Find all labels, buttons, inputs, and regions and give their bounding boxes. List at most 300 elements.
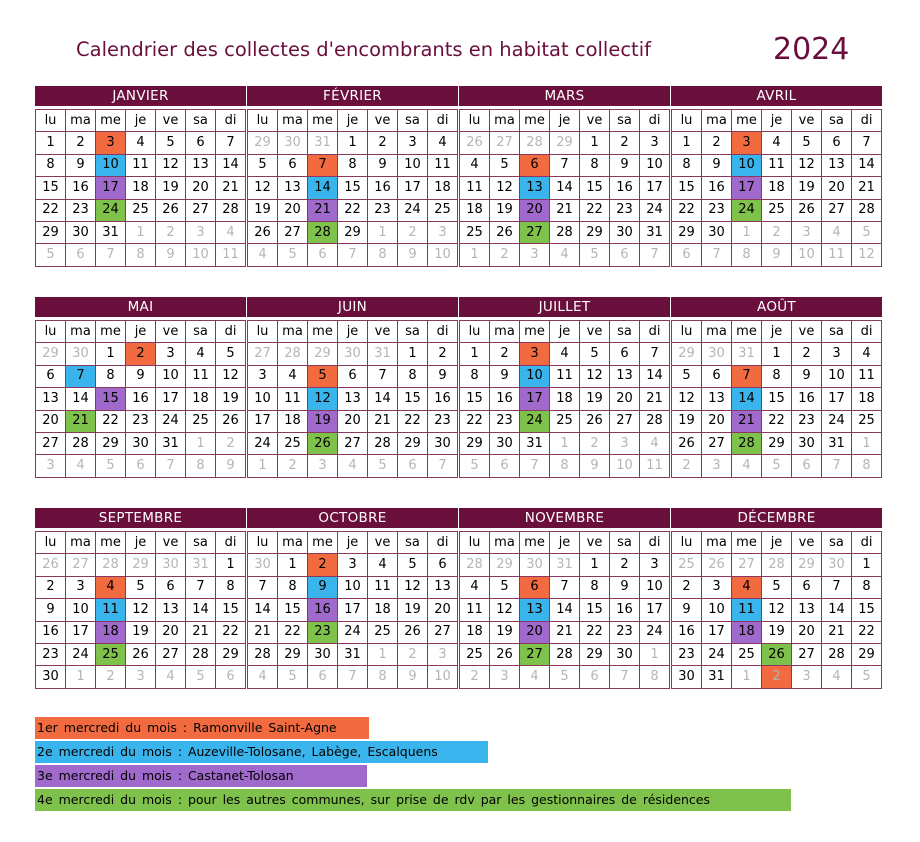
month-calendar	[247, 508, 458, 689]
day-cell: 9	[792, 365, 822, 387]
day-cell: 4	[822, 666, 852, 688]
day-cell: 5	[248, 154, 278, 176]
collection-day: 10	[96, 154, 126, 176]
month-calendar	[671, 297, 882, 478]
weekday-header: di	[640, 532, 670, 554]
day-cell: 23	[368, 199, 398, 221]
weekday-header: ma	[278, 321, 308, 343]
weekday-header: ve	[368, 532, 398, 554]
day-cell: 4	[248, 666, 278, 688]
day-cell: 3	[398, 132, 428, 154]
day-cell: 9	[762, 244, 792, 266]
day-cell: 21	[852, 177, 882, 199]
day-cell: 28	[822, 643, 852, 665]
day-cell: 22	[460, 410, 490, 432]
weekday-header: di	[216, 110, 246, 132]
collection-day: 3	[732, 132, 762, 154]
day-cell: 10	[640, 576, 670, 598]
day-cell: 4	[762, 132, 792, 154]
day-cell: 30	[428, 432, 458, 454]
day-cell: 30	[702, 343, 732, 365]
day-cell: 3	[702, 455, 732, 477]
day-cell: 4	[550, 343, 580, 365]
day-cell: 12	[156, 154, 186, 176]
day-cell: 9	[702, 154, 732, 176]
collection-day: 20	[520, 621, 550, 643]
day-cell: 12	[762, 599, 792, 621]
day-cell: 10	[186, 244, 216, 266]
day-cell: 11	[550, 365, 580, 387]
weekday-header: di	[640, 321, 670, 343]
day-cell: 4	[66, 455, 96, 477]
collection-day: 27	[520, 643, 550, 665]
month-name: MAI	[35, 297, 246, 317]
day-cell: 29	[852, 643, 882, 665]
day-cell: 31	[308, 132, 338, 154]
day-cell: 2	[762, 221, 792, 243]
month-name: NOVEMBRE	[459, 508, 670, 528]
day-cell: 6	[792, 455, 822, 477]
day-cell: 7	[248, 576, 278, 598]
day-cell: 16	[66, 177, 96, 199]
day-cell: 25	[762, 199, 792, 221]
month-name: OCTOBRE	[247, 508, 458, 528]
day-cell: 3	[126, 666, 156, 688]
day-cell: 2	[792, 343, 822, 365]
day-cell: 27	[732, 554, 762, 576]
day-cell: 5	[490, 576, 520, 598]
day-cell: 18	[460, 199, 490, 221]
weekday-header: je	[762, 532, 792, 554]
day-cell: 7	[338, 666, 368, 688]
day-cell: 11	[428, 154, 458, 176]
day-cell: 13	[278, 177, 308, 199]
day-cell: 1	[186, 432, 216, 454]
day-cell: 25	[460, 643, 490, 665]
day-cell: 31	[550, 554, 580, 576]
day-cell: 3	[490, 666, 520, 688]
day-cell: 31	[702, 666, 732, 688]
day-cell: 15	[580, 599, 610, 621]
weekday-header: ve	[580, 110, 610, 132]
day-cell: 20	[278, 199, 308, 221]
collection-day: 13	[520, 177, 550, 199]
day-cell: 13	[36, 388, 66, 410]
day-cell: 14	[550, 177, 580, 199]
day-cell: 29	[550, 132, 580, 154]
day-cell: 9	[610, 576, 640, 598]
collection-day: 6	[520, 154, 550, 176]
collection-day: 24	[732, 199, 762, 221]
collection-day: 2	[126, 343, 156, 365]
day-cell: 6	[126, 455, 156, 477]
day-cell: 22	[580, 621, 610, 643]
day-cell: 16	[610, 599, 640, 621]
day-cell: 4	[460, 576, 490, 598]
day-cell: 8	[216, 576, 246, 598]
day-cell: 17	[822, 388, 852, 410]
legend-item-3: 3e mercredi du mois : Castanet-Tolosan	[35, 765, 367, 787]
day-cell: 18	[852, 388, 882, 410]
collection-day: 3	[520, 343, 550, 365]
day-cell: 4	[822, 221, 852, 243]
collection-day: 10	[520, 365, 550, 387]
day-cell: 6	[610, 343, 640, 365]
day-cell: 29	[580, 221, 610, 243]
day-cell: 17	[640, 599, 670, 621]
day-cell: 9	[398, 244, 428, 266]
day-cell: 4	[216, 221, 246, 243]
weekday-header: lu	[36, 110, 66, 132]
day-cell: 19	[156, 177, 186, 199]
day-cell: 25	[126, 199, 156, 221]
page-title: Calendrier des collectes d'encombrants en habitat collectif	[76, 38, 651, 61]
day-cell: 2	[156, 221, 186, 243]
day-cell: 31	[156, 432, 186, 454]
day-cell: 10	[338, 576, 368, 598]
day-cell: 5	[762, 455, 792, 477]
day-cell: 30	[66, 343, 96, 365]
collection-day: 17	[520, 388, 550, 410]
day-cell: 7	[852, 132, 882, 154]
day-cell: 6	[308, 666, 338, 688]
day-cell: 7	[550, 576, 580, 598]
collection-day: 27	[520, 221, 550, 243]
day-cell: 15	[278, 599, 308, 621]
month-name: JANVIER	[35, 86, 246, 106]
day-cell: 16	[792, 388, 822, 410]
weekday-header: sa	[610, 321, 640, 343]
day-cell: 27	[822, 199, 852, 221]
day-cell: 21	[186, 621, 216, 643]
day-cell: 1	[640, 643, 670, 665]
day-cell: 8	[368, 666, 398, 688]
day-cell: 6	[66, 244, 96, 266]
weekday-header: sa	[398, 321, 428, 343]
day-cell: 1	[852, 554, 882, 576]
day-cell: 18	[278, 410, 308, 432]
day-cell: 30	[248, 554, 278, 576]
day-cell: 19	[490, 199, 520, 221]
day-cell: 4	[732, 455, 762, 477]
day-cell: 30	[308, 643, 338, 665]
day-cell: 17	[398, 177, 428, 199]
day-cell: 7	[156, 455, 186, 477]
day-cell: 31	[96, 221, 126, 243]
day-cell: 6	[610, 244, 640, 266]
day-cell: 28	[852, 199, 882, 221]
day-cell: 26	[398, 621, 428, 643]
day-cell: 14	[550, 599, 580, 621]
day-cell: 6	[702, 365, 732, 387]
day-cell: 31	[186, 554, 216, 576]
day-cell: 14	[640, 365, 670, 387]
collection-day: 4	[732, 576, 762, 598]
day-cell: 2	[278, 455, 308, 477]
day-cell: 14	[822, 599, 852, 621]
day-cell: 5	[216, 343, 246, 365]
day-cell: 5	[672, 365, 702, 387]
collection-day: 24	[520, 410, 550, 432]
weekday-header: sa	[398, 110, 428, 132]
legend-item-1: 1er mercredi du mois : Ramonville Saint-Agne	[35, 717, 369, 739]
day-cell: 26	[702, 554, 732, 576]
day-cell: 1	[732, 666, 762, 688]
day-cell: 8	[36, 154, 66, 176]
day-cell: 27	[338, 432, 368, 454]
day-cell: 13	[610, 365, 640, 387]
collection-day: 11	[732, 599, 762, 621]
day-cell: 10	[428, 244, 458, 266]
day-cell: 1	[672, 132, 702, 154]
collection-day: 11	[96, 599, 126, 621]
day-cell: 1	[338, 132, 368, 154]
collection-day: 14	[308, 177, 338, 199]
day-cell: 15	[580, 177, 610, 199]
day-cell: 24	[640, 621, 670, 643]
day-cell: 16	[610, 177, 640, 199]
day-cell: 29	[36, 343, 66, 365]
weekday-header: ma	[490, 110, 520, 132]
day-cell: 30	[156, 554, 186, 576]
day-cell: 19	[672, 410, 702, 432]
day-cell: 24	[338, 621, 368, 643]
day-cell: 15	[398, 388, 428, 410]
weekday-header: je	[126, 321, 156, 343]
day-cell: 1	[460, 244, 490, 266]
day-cell: 31	[640, 221, 670, 243]
weekday-header: sa	[186, 321, 216, 343]
day-cell: 6	[156, 576, 186, 598]
month-name: AVRIL	[671, 86, 882, 106]
day-cell: 23	[428, 410, 458, 432]
day-cell: 7	[822, 576, 852, 598]
day-cell: 8	[852, 455, 882, 477]
weekday-header: ma	[702, 321, 732, 343]
day-cell: 3	[640, 554, 670, 576]
day-cell: 24	[66, 643, 96, 665]
day-cell: 15	[672, 177, 702, 199]
day-cell: 13	[822, 154, 852, 176]
day-cell: 17	[156, 388, 186, 410]
collection-day: 21	[66, 410, 96, 432]
month-table	[35, 531, 246, 689]
day-cell: 5	[550, 666, 580, 688]
day-cell: 4	[278, 365, 308, 387]
day-cell: 30	[36, 666, 66, 688]
day-cell: 4	[460, 154, 490, 176]
day-cell: 13	[428, 576, 458, 598]
day-cell: 29	[672, 343, 702, 365]
weekday-header: je	[338, 321, 368, 343]
day-cell: 30	[278, 132, 308, 154]
day-cell: 26	[490, 643, 520, 665]
day-cell: 8	[338, 154, 368, 176]
day-cell: 5	[398, 554, 428, 576]
weekday-header: je	[338, 532, 368, 554]
day-cell: 30	[66, 221, 96, 243]
day-cell: 14	[368, 388, 398, 410]
day-cell: 8	[398, 365, 428, 387]
day-cell: 15	[36, 177, 66, 199]
day-cell: 8	[460, 365, 490, 387]
day-cell: 28	[640, 410, 670, 432]
day-cell: 10	[822, 365, 852, 387]
weekday-header: lu	[672, 321, 702, 343]
weekday-header: me	[96, 321, 126, 343]
day-cell: 30	[610, 643, 640, 665]
day-cell: 28	[186, 643, 216, 665]
day-cell: 22	[278, 621, 308, 643]
day-cell: 7	[610, 666, 640, 688]
weekday-header: di	[428, 532, 458, 554]
day-cell: 5	[580, 244, 610, 266]
day-cell: 22	[338, 199, 368, 221]
collection-day: 24	[96, 199, 126, 221]
collection-day: 18	[96, 621, 126, 643]
month-calendar	[247, 297, 458, 478]
collection-day: 4	[96, 576, 126, 598]
month-name: SEPTEMBRE	[35, 508, 246, 528]
day-cell: 4	[186, 343, 216, 365]
day-cell: 2	[672, 455, 702, 477]
day-cell: 26	[460, 132, 490, 154]
collection-day: 10	[732, 154, 762, 176]
day-cell: 2	[216, 432, 246, 454]
day-cell: 2	[490, 244, 520, 266]
day-cell: 3	[792, 221, 822, 243]
day-cell: 28	[550, 221, 580, 243]
day-cell: 29	[216, 643, 246, 665]
day-cell: 7	[96, 244, 126, 266]
month-calendar	[35, 297, 246, 478]
day-cell: 13	[186, 154, 216, 176]
day-cell: 29	[126, 554, 156, 576]
weekday-header: sa	[186, 532, 216, 554]
day-cell: 17	[66, 621, 96, 643]
day-cell: 2	[66, 132, 96, 154]
day-cell: 28	[216, 199, 246, 221]
day-cell: 20	[822, 177, 852, 199]
day-cell: 26	[156, 199, 186, 221]
day-cell: 3	[792, 666, 822, 688]
day-cell: 6	[308, 244, 338, 266]
month-table	[671, 531, 882, 689]
day-cell: 6	[36, 365, 66, 387]
day-cell: 22	[398, 410, 428, 432]
day-cell: 4	[852, 343, 882, 365]
day-cell: 7	[702, 244, 732, 266]
month-calendar	[35, 86, 246, 267]
day-cell: 1	[66, 666, 96, 688]
month-calendar	[459, 508, 670, 689]
day-cell: 5	[186, 666, 216, 688]
month-table	[671, 109, 882, 267]
day-cell: 9	[368, 154, 398, 176]
day-cell: 25	[852, 410, 882, 432]
day-cell: 20	[792, 621, 822, 643]
day-cell: 30	[126, 432, 156, 454]
day-cell: 2	[96, 666, 126, 688]
day-cell: 23	[702, 199, 732, 221]
day-cell: 3	[610, 432, 640, 454]
day-cell: 28	[520, 132, 550, 154]
weekday-header: ve	[368, 110, 398, 132]
day-cell: 8	[732, 244, 762, 266]
day-cell: 11	[186, 365, 216, 387]
day-cell: 11	[852, 365, 882, 387]
day-cell: 11	[762, 154, 792, 176]
weekday-header: di	[216, 532, 246, 554]
day-cell: 3	[186, 221, 216, 243]
day-cell: 30	[610, 221, 640, 243]
day-cell: 14	[248, 599, 278, 621]
day-cell: 27	[248, 343, 278, 365]
day-cell: 26	[126, 643, 156, 665]
day-cell: 8	[580, 576, 610, 598]
day-cell: 25	[672, 554, 702, 576]
day-cell: 18	[126, 177, 156, 199]
day-cell: 18	[762, 177, 792, 199]
day-cell: 6	[428, 554, 458, 576]
day-cell: 26	[36, 554, 66, 576]
day-cell: 9	[490, 365, 520, 387]
day-cell: 8	[640, 666, 670, 688]
day-cell: 18	[460, 621, 490, 643]
day-cell: 19	[792, 177, 822, 199]
day-cell: 23	[66, 199, 96, 221]
day-cell: 8	[762, 365, 792, 387]
day-cell: 24	[702, 643, 732, 665]
day-cell: 14	[852, 154, 882, 176]
day-cell: 16	[490, 388, 520, 410]
day-cell: 31	[338, 643, 368, 665]
weekday-header: ma	[278, 110, 308, 132]
weekday-header: ma	[702, 532, 732, 554]
month-table	[671, 320, 882, 478]
day-cell: 5	[278, 666, 308, 688]
day-cell: 30	[792, 432, 822, 454]
day-cell: 11	[216, 244, 246, 266]
month-table	[459, 531, 670, 689]
collection-day: 17	[96, 177, 126, 199]
month-table	[35, 109, 246, 267]
weekday-header: me	[308, 110, 338, 132]
day-cell: 9	[216, 455, 246, 477]
collection-day: 7	[66, 365, 96, 387]
day-cell: 7	[216, 132, 246, 154]
day-cell: 6	[186, 132, 216, 154]
weekday-header: me	[732, 532, 762, 554]
day-cell: 28	[96, 554, 126, 576]
weekday-header: je	[762, 110, 792, 132]
weekday-header: di	[640, 110, 670, 132]
collection-day: 19	[308, 410, 338, 432]
collection-day: 26	[308, 432, 338, 454]
day-cell: 19	[762, 621, 792, 643]
month-calendar	[35, 508, 246, 689]
day-cell: 15	[216, 599, 246, 621]
day-cell: 3	[428, 643, 458, 665]
day-cell: 9	[428, 365, 458, 387]
day-cell: 10	[398, 154, 428, 176]
day-cell: 13	[156, 599, 186, 621]
day-cell: 4	[248, 244, 278, 266]
day-cell: 1	[580, 132, 610, 154]
day-cell: 11	[368, 576, 398, 598]
legend-item-2: 2e mercredi du mois : Auzeville-Tolosane, Labège, Escalquens	[35, 741, 488, 763]
day-cell: 29	[490, 554, 520, 576]
